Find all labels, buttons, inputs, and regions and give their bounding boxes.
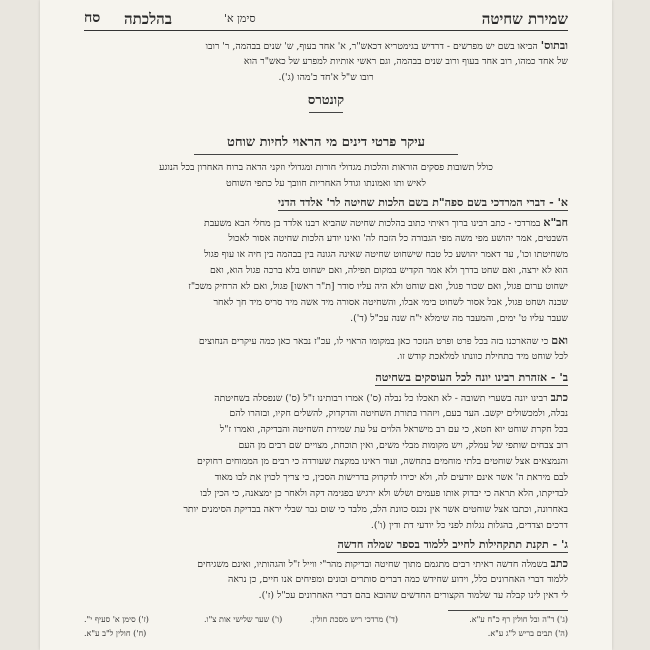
- summary-line-1: כולל תשובות פסקים הוראות והלכות מגדולי חורות ומגדולי וזקני הדאה ברוח האחרון בכל הנוגע: [159, 162, 493, 173]
- intro-line-2: של אחד כמהו, רוב אחד בעוף ורוב שנים בבהמה, וגם ראשי אותיות למפרע של כאש"ר הוא: [243, 56, 568, 67]
- running-header: [84, 8, 568, 31]
- section-b-line-7: לבדיקתו, הלא תראה כי יבדוק אותו פעמים ושלש ולא ירגיש בפגימה דקה ולאחר כן ימצאנה, כי הכין לבו: [200, 488, 568, 499]
- section-b-line-5: והנמצאים אצל שוחטים בלתי מוחמים בתחשה, ועוד ראינו במקצת שעורדה כי רבים מן הממוחים רחוקים: [197, 456, 568, 467]
- section-b-underline: [375, 385, 568, 386]
- footnote-3-text: ד"ה ובל חולין רף כ"ח ע"א.: [469, 615, 555, 624]
- section-a-line-1: [84, 215, 568, 232]
- footnote-7: [84, 614, 149, 626]
- section-a-line-2: השבטים, אמר יהושע מפי משה מפי הגבורה כל הזבח לה' ואינו יודע הלכות שחיטה אסור לאכול: [228, 233, 568, 244]
- section-b-line-2: נבלה, ולמכשולים יקשב. העד בעם, ויזהרו בתורת השחיטה והדקדוק, להשלים חקיו, ובזהרו להם: [229, 408, 568, 419]
- section-c-lead: כתב: [550, 557, 568, 570]
- section-a-lead: חב"א: [543, 216, 568, 229]
- footnote-8: [84, 628, 146, 640]
- footnote-4: [310, 614, 398, 626]
- section-a-text-1: במרדכי - כתב רבינו ברוך ראיתי כתוב בהלכות שחיטה שהביא רבנו אלדד בן מחלי הבא משעבת: [204, 218, 541, 229]
- section-b-line-1: [84, 390, 568, 407]
- footnote-separator: [448, 610, 568, 611]
- section-c-heading: [337, 538, 568, 553]
- section-am-text-1: כי שהארכנו בזה בכל פרט ופרט הנזכר כאן במקומו הראוי לו, עכ"ז נבאר כאן כמה עיקרים הנחוצים: [198, 336, 549, 347]
- section-b-line-8: באחרונה, וכתבו אצל שוחטים אשר אין נכנס כוונת הלב, מלבד כי שום גבר שבלי יראה בבדיקת הסימנים יותר: [183, 504, 568, 515]
- section-c-line-3: לי דאין לינו קבלה עד שלמוד הקצורים החדשים שהובא בהם דברי האחרונים עכ"ל (ז').: [258, 590, 568, 601]
- section-c-line-1: [84, 556, 568, 573]
- footnote-8-text: חולין ל"ב ע"א.: [84, 629, 131, 638]
- section-a-line-3: משחיטתו וכו', עד דאמר יהושע כל טבח שישחוט שחיטה שאינה הגונה בין בבהמה בין חיה או עוף פגול: [204, 249, 568, 260]
- section-am-lead: ואם: [551, 334, 568, 347]
- kuntres-title: קונטרס: [307, 93, 345, 108]
- footnote-6: [204, 614, 282, 626]
- section-am-line-1: [84, 333, 568, 350]
- section-b-line-3: בכל חקרת שוחט יוא חטא, כי עם רב מישראל הלוים על עת שמירת השחיטה והבדיקה, ואמרו ז"ל: [219, 424, 568, 435]
- section-a-heading: [278, 196, 568, 211]
- summary-line-2: לאיש ותו ואמונתו וגודל האחריות חוובך על כתפי השוחט: [226, 178, 426, 189]
- section-b-line-4: רוב צבחים שותפי של עמלק, ויש מקומות מבלי משים, ואין תוכחת, מצויים שם רבים מן העם: [238, 440, 568, 451]
- subject-underline: [194, 154, 458, 155]
- page-number: סח: [84, 10, 101, 26]
- intro-lead: ובתוס': [540, 39, 568, 52]
- footnote-8-num: (ח'): [133, 629, 147, 638]
- intro-text-1: הביאו בשם יש מפרשים - דרדיש בגימטריא דכאש"ר, א' אחד בעוף, ש' שנים בבהמה, ר' רובו: [205, 41, 538, 52]
- footnote-6-text: שער שלישי אות צ"ו.: [204, 615, 270, 624]
- section-c-heading-text: ג' - תקנת תתקהילות לחייב ללמוד בספר שמלה חדשה: [337, 538, 568, 551]
- footnote-4-text: מרדכי ריש מסכת חולין.: [310, 615, 384, 624]
- section-a-line-6: שכנה ושחט פגול, אבל אסור לשחוט בימי אבלו, והשחיטה אסורה מיד אשה מיד סריס מיד חך לאחר: [213, 297, 568, 308]
- intro-line-1: [84, 38, 568, 55]
- section-am-line-2: לכל שוחט מיד בתחילת כוונתו למלאכת קודש זו.: [396, 351, 568, 362]
- footnote-5-num: (ה'): [554, 629, 568, 638]
- section-b-heading: [375, 371, 568, 386]
- section-b-line-6: לבם מיראת ה' אשר אינם יודעים לה, ולא יכירו לדקדוק בדרישות הסכין, כי צריך לכוין את לבו מאוד: [214, 472, 568, 483]
- section-a-heading-text: א' - דברי המרדכי בשם ספה"ת בשם הלכות שחיטה לר' אלדד הדני: [277, 196, 568, 209]
- footnote-4-num: (ד'): [385, 615, 398, 624]
- section-c-text-1: בשמלה חדשה ראיתי רבים מתגמם מתוך שחיטה ובדיקות מהר"י ווייל ז"ל והגהותיו, ואינם משגיחים: [197, 559, 548, 570]
- intro-line-3: רובו ש"ל א'חד כ'מהו (ג').: [278, 72, 374, 83]
- book-page: [40, 0, 612, 650]
- kuntres-divider: [309, 112, 343, 113]
- footnote-5-text: תבים בריש ל"ג ע"א.: [487, 629, 553, 638]
- subject-title: עיקר פרטי דינים מי הראוי לחיות שוחט: [227, 135, 425, 150]
- section-b-lead: כתב: [550, 391, 568, 404]
- footnote-7-num: (ז'): [138, 615, 149, 624]
- header-title-left: בהלכתה: [124, 10, 172, 28]
- section-b-text-1: רבינו יונה בשערי תשובה - לא תאכלו כל נבלה (ס') אמרו רבותינו ז"ל (ס') שנפסלה בשחיטתה: [214, 393, 548, 404]
- header-title-right: שמירת שחיטה: [481, 10, 568, 28]
- section-a-line-4: הוא לא ירצה, ואם שחט בדרך ולא אמר הקדיש במקום תפילה, ואם ישחוט בלא ברכה פגול הוא, ואם: [209, 265, 568, 276]
- header-siman: סימן א': [224, 12, 256, 25]
- section-c-underline: [337, 552, 568, 553]
- section-b-heading-text: ב' - אזהרת רבינו יונה לכל העוסקים בשחיטה: [375, 371, 568, 384]
- footnote-6-num: (ו'): [271, 615, 283, 624]
- section-a-line-5: ישחוט ערום פגול, ואם שכור פגול, ואם שוחט ולא היה עליו סודר [ת"ר ראשו] פגול, ואם לא הרחיק משכ"ז: [188, 281, 568, 292]
- section-a-line-7: שעבר עליו ט' ימים, והמעבר מה שימלא י"ח שנה עכ"ל (ד').: [350, 313, 568, 324]
- section-c-line-2: ללמוד דברי האחרונים כלל, וידוע שחידש כמה דברים סותרים ובונים ומפיחים אנו חיים, כן נראה: [227, 574, 568, 585]
- section-b-line-9: דרכים וצדדים, בהגלות נגלות לפני כל יודעי דת ודין (ו').: [370, 520, 568, 531]
- footnote-3-num: (ג'): [556, 615, 568, 624]
- page-content: [84, 0, 568, 650]
- footnote-7-text: סימן א' סעיף י".: [84, 615, 136, 624]
- section-a-underline: [278, 210, 568, 211]
- footnote-3: [469, 614, 568, 626]
- footnote-5: [488, 628, 568, 640]
